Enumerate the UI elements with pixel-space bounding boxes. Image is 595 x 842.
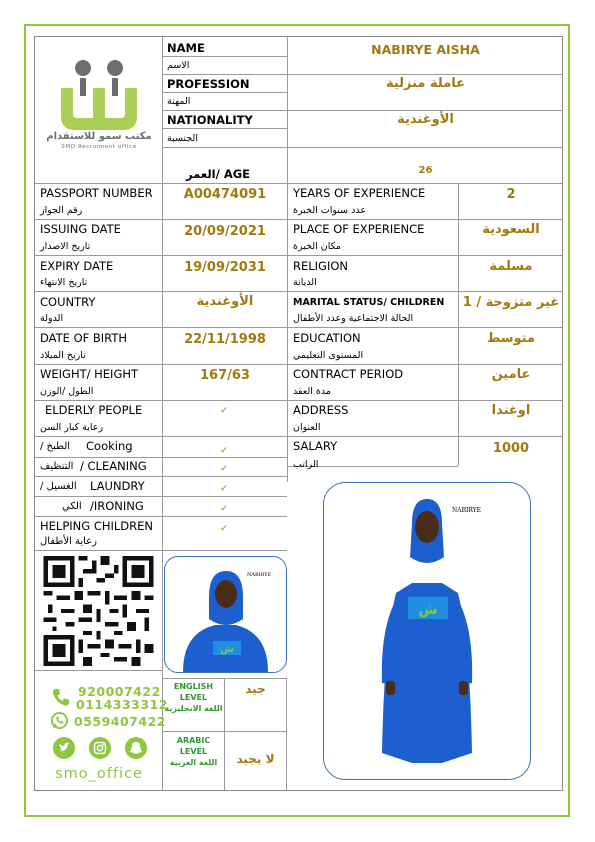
shirt-logo: ش	[418, 602, 438, 618]
nationality-label-ar: الجنسية	[167, 133, 198, 144]
name-label: NAME	[167, 41, 205, 55]
skill-ironing-label-ar: الكي	[62, 501, 82, 512]
salary-label-ar: الراتب	[293, 459, 319, 470]
experience-years-value: 2	[506, 187, 516, 202]
divider	[286, 678, 287, 790]
salary-label: SALARY	[293, 439, 338, 453]
marital-label: MARITAL STATUS/ CHILDREN	[293, 297, 445, 308]
age-value: 26	[418, 165, 433, 176]
divider	[162, 731, 287, 732]
social-handle[interactable]: smo_office	[55, 766, 143, 782]
expiry-date-label: EXPIRY DATE	[40, 259, 114, 273]
divider	[162, 678, 287, 679]
divider	[35, 670, 163, 671]
issuing-date-label-ar: تاريخ الاصدار	[40, 241, 91, 252]
photo-caption-small: NABIRYE	[247, 572, 272, 578]
skill-laundry-label: LAUNDRY	[90, 479, 145, 493]
divider	[162, 128, 287, 129]
experience-years-label-ar: عدد سنوات الخبرة	[293, 205, 366, 216]
nationality-label: NATIONALITY	[167, 113, 253, 127]
skill-laundry-label-ar: الغسيل /	[40, 481, 77, 492]
education-label-ar: المستوى التعليمي	[293, 350, 364, 361]
english-level-value: جيد	[245, 682, 266, 696]
religion-value: مسلمة	[489, 259, 533, 274]
marital-label-ar: الحالة الاجتماعية وعدد الأطفال	[293, 313, 414, 324]
divider	[35, 550, 287, 551]
divider	[162, 147, 563, 148]
country-label: COUNTRY	[40, 295, 96, 309]
skill-cleaning-label: / CLEANING	[80, 459, 147, 473]
contract-label: CONTRACT PERIOD	[293, 367, 404, 381]
address-value: اوغندا	[491, 403, 531, 418]
skill-children-label: HELPING CHILDREN	[40, 519, 154, 533]
skill-elderly-label-ar: رعاية كبار السن	[40, 422, 104, 433]
divider	[35, 183, 563, 184]
passport-label: PASSPORT NUMBER	[40, 186, 153, 200]
divider	[35, 457, 287, 458]
divider	[35, 291, 563, 292]
divider	[162, 92, 287, 93]
company-logo	[45, 48, 153, 152]
portrait-photo	[323, 482, 531, 780]
check-icon: ✔	[220, 504, 228, 514]
expiry-date-label-ar: تاريخ الانتهاء	[40, 277, 88, 288]
education-value: متوسط	[486, 331, 536, 346]
divider	[35, 364, 563, 365]
divider	[35, 219, 563, 220]
religion-label-ar: الديانة	[293, 277, 317, 288]
experience-place-label: PLACE OF EXPERIENCE	[293, 222, 425, 236]
profession-label: PROFESSION	[167, 77, 250, 91]
shirt-logo: ش	[220, 644, 234, 655]
expiry-date-value: 19/09/2031	[184, 260, 266, 275]
logo-graphic	[45, 48, 153, 132]
divider	[35, 516, 287, 517]
divider	[162, 110, 563, 111]
arabic-level-label: ARABIC LEVEL اللغة العربية	[169, 736, 218, 767]
name-label-ar: الاسم	[167, 60, 190, 71]
age-label: AGE /العمر	[186, 167, 251, 181]
divider	[35, 327, 563, 328]
skill-cooking-label: Cooking	[86, 439, 133, 453]
logo-english: SMO Recruiment office	[61, 144, 137, 150]
skill-ironing-label: /IRONING	[90, 499, 144, 513]
arabic-level-value: لا يجيد	[236, 752, 275, 766]
check-icon: ✔	[220, 464, 228, 474]
phone-number-1[interactable]: 920007422	[78, 684, 161, 699]
weight-height-label-ar: الطول /الوزن	[40, 386, 94, 397]
full-body-figure	[324, 483, 530, 779]
profession-label-ar: المهنة	[167, 96, 191, 107]
divider	[35, 436, 563, 437]
phone-icon	[50, 686, 72, 708]
name-value: NABIRYE AISHA	[371, 42, 480, 57]
divider	[35, 476, 287, 477]
qr-code	[42, 556, 155, 666]
divider	[35, 496, 287, 497]
skill-cleaning-label-ar: التنظيف	[40, 461, 74, 472]
check-icon: ✔	[220, 446, 228, 456]
issuing-date-label: ISSUING DATE	[40, 222, 121, 236]
divider	[35, 255, 563, 256]
divider	[287, 37, 288, 482]
profession-value: عاملة منزلية	[385, 76, 466, 91]
passport-value: A00474091	[183, 187, 267, 202]
dob-label-ar: تاريخ الميلاد	[40, 350, 86, 361]
contract-value: عامين	[491, 367, 531, 382]
salary-value: 1000	[492, 441, 530, 456]
check-icon: ✔	[220, 524, 228, 534]
snapchat-icon[interactable]	[125, 737, 147, 759]
country-value: الأوغندية	[196, 294, 254, 309]
check-icon: ✔	[220, 484, 228, 494]
address-label-ar: العنوان	[293, 422, 321, 433]
portrait-thumbnail	[164, 556, 287, 673]
divider	[162, 74, 563, 75]
weight-height-label: WEIGHT/ HEIGHT	[40, 367, 139, 381]
country-label-ar: الدولة	[40, 313, 64, 324]
religion-label: RELIGION	[293, 259, 349, 273]
english-level-label: ENGLISH LEVEL اللغة الانجليزية	[164, 682, 223, 713]
logo-arabic: مكتب سمو للاستقدام	[46, 131, 152, 142]
whatsapp-icon	[50, 711, 69, 730]
check-icon: ✔	[220, 406, 228, 416]
skill-children-label-ar: رعاية الأطفال	[40, 536, 97, 547]
phone-number-2[interactable]: 0114333312	[76, 697, 168, 712]
nationality-value: الأوغندية	[397, 112, 454, 127]
experience-place-label-ar: مكان الخبرة	[293, 241, 341, 252]
skill-elderly-label: ELDERLY PEOPLE	[45, 403, 143, 417]
twitter-icon[interactable]	[53, 737, 75, 759]
passport-label-ar: رقم الجواز	[40, 205, 83, 216]
marital-value: غير متزوجة / 1	[462, 295, 560, 310]
experience-place-value: السعودية	[482, 222, 540, 237]
dob-label: DATE OF BIRTH	[40, 331, 128, 345]
photo-caption: NABIRYE	[452, 507, 482, 514]
skill-cooking-label-ar: الطبخ /	[40, 441, 71, 452]
contract-label-ar: مدة العقد	[293, 386, 331, 397]
dob-value: 22/11/1998	[184, 332, 266, 347]
whatsapp-number[interactable]: 0559407422	[74, 714, 166, 729]
address-label: ADDRESS	[293, 403, 349, 417]
divider	[162, 56, 287, 57]
issuing-date-value: 20/09/2021	[184, 224, 266, 239]
divider	[35, 400, 563, 401]
weight-height-value: 167/63	[200, 368, 250, 383]
instagram-icon[interactable]	[89, 737, 111, 759]
experience-years-label: YEARS OF EXPERIENCE	[293, 186, 426, 200]
education-label: EDUCATION	[293, 331, 361, 345]
